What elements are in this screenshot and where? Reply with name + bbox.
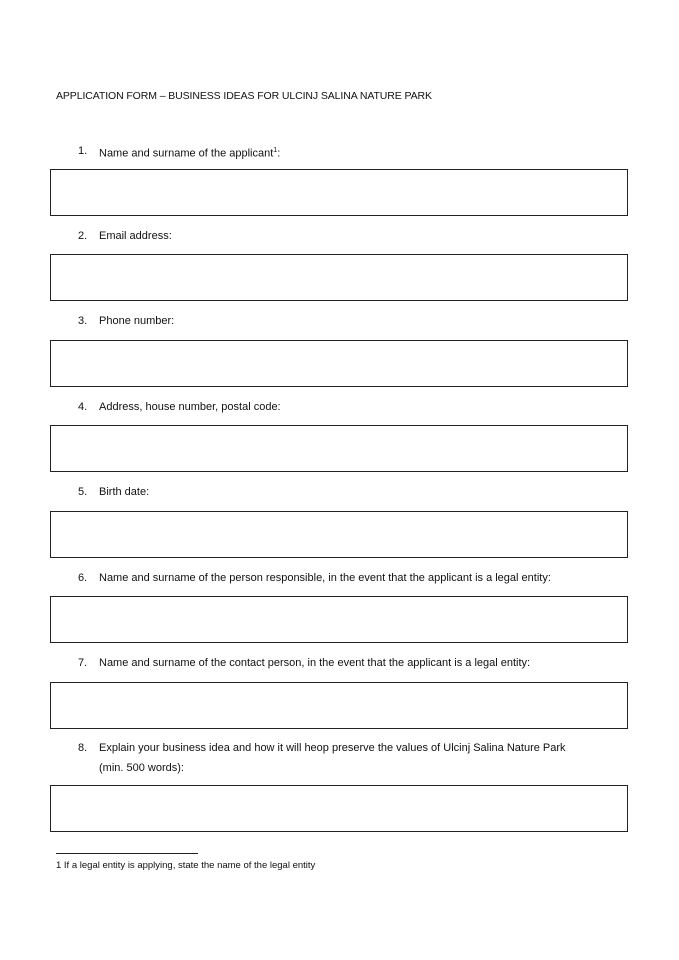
question-text [99, 141, 280, 164]
question-number: 5. [78, 486, 88, 498]
question-number: 8. [78, 742, 88, 754]
question-suffix: : [277, 147, 281, 160]
birth-date-field[interactable] [50, 511, 628, 558]
business-idea-field[interactable] [50, 785, 628, 832]
applicant-name-field[interactable] [50, 169, 628, 216]
question-text: Email address: [99, 230, 172, 242]
question-number: 1. [78, 145, 88, 157]
phone-field[interactable] [50, 340, 628, 387]
question-number: 2. [78, 230, 88, 242]
question-text: Name and surname of the person responsible, in the event that the applicant is a legal entity: [99, 572, 551, 584]
question-text: Name and surname of the contact person, in the event that the applicant is a legal entity: [99, 657, 531, 669]
question-number: 7. [78, 657, 88, 669]
footnote: 1 If a legal entity is applying, state the name of the legal entity [56, 860, 316, 871]
question-text: Address, house number, postal code: [99, 401, 281, 413]
question-text: Explain your business idea and how it will heop preserve the values of Ulcinj Salina Nature Park [99, 742, 566, 754]
email-field[interactable] [50, 254, 628, 301]
address-field[interactable] [50, 425, 628, 472]
question-text: Phone number: [99, 315, 175, 327]
question-text: Birth date: [99, 486, 150, 498]
contact-person-field[interactable] [50, 682, 628, 729]
question-text-main: Name and surname of the applicant [99, 147, 274, 160]
question-number: 6. [78, 572, 88, 584]
footnote-ref[interactable]: 1 [273, 147, 278, 154]
responsible-person-field[interactable] [50, 596, 628, 643]
question-number: 3. [78, 315, 88, 327]
form-title: APPLICATION FORM – BUSINESS IDEAS FOR ULCINJ SALINA NATURE PARK [56, 90, 432, 102]
footnote-separator [56, 853, 198, 854]
question-number: 4. [78, 401, 88, 413]
question-text-line2: (min. 500 words): [99, 762, 184, 774]
